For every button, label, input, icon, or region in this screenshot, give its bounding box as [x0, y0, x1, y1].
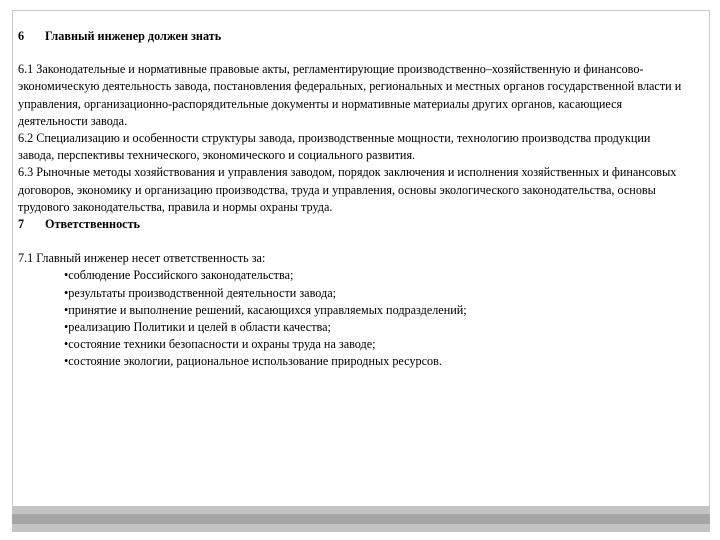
- slide-footer-accent: [12, 514, 710, 524]
- list-item: •реализацию Политики и целей в области качества;: [64, 320, 331, 335]
- section-6-title: Главный инженер должен знать: [45, 29, 222, 43]
- item-7-1-intro: 7.1 Главный инженер несет ответственность за:: [18, 251, 266, 266]
- item-6-1: 6.1 Законодательные и нормативные правовые акты, регламентирующие производственно–хозяйственную и финансово-экономическую деятельность завода, постановления федеральных, региональных и местных органов государственной власти и управления, организационно-распорядительные документы и нормативные материалы других органов, касающиеся деятельности завода.: [18, 62, 682, 128]
- list-item: •соблюдение Российского законодательства;: [64, 268, 294, 283]
- section-6-heading: [18, 28, 686, 45]
- responsibility-list: [18, 267, 686, 370]
- list-item: •результаты производственной деятельности завода;: [64, 285, 336, 300]
- list-item: •состояние экологии, рациональное использование природных ресурсов.: [64, 354, 442, 369]
- section-7-number: 7: [18, 217, 25, 232]
- list-item: •состояние техники безопасности и охраны труда на заводе;: [64, 337, 376, 352]
- slide-content: [18, 28, 686, 371]
- list-item: •принятие и выполнение решений, касающихся управляемых подразделений;: [64, 302, 467, 317]
- section-7-title: Ответственность: [45, 217, 141, 232]
- item-6-2: 6.2 Специализацию и особенности структуры завода, производственные мощности, технологию производства продукции завода, перспективы технического, экономического и социального развития.: [18, 131, 651, 163]
- item-6-3: 6.3 Рыночные методы хозяйствования и управления заводом, порядок заключения и исполнения хозяйственных и финансовых договоров, экономику и организацию производства, труда и управления, основы экологического законодательства, основы трудового законодательства, правила и нормы охраны труда.: [18, 165, 677, 214]
- section-7-heading: [18, 216, 686, 233]
- section-6-number: 6: [18, 29, 25, 43]
